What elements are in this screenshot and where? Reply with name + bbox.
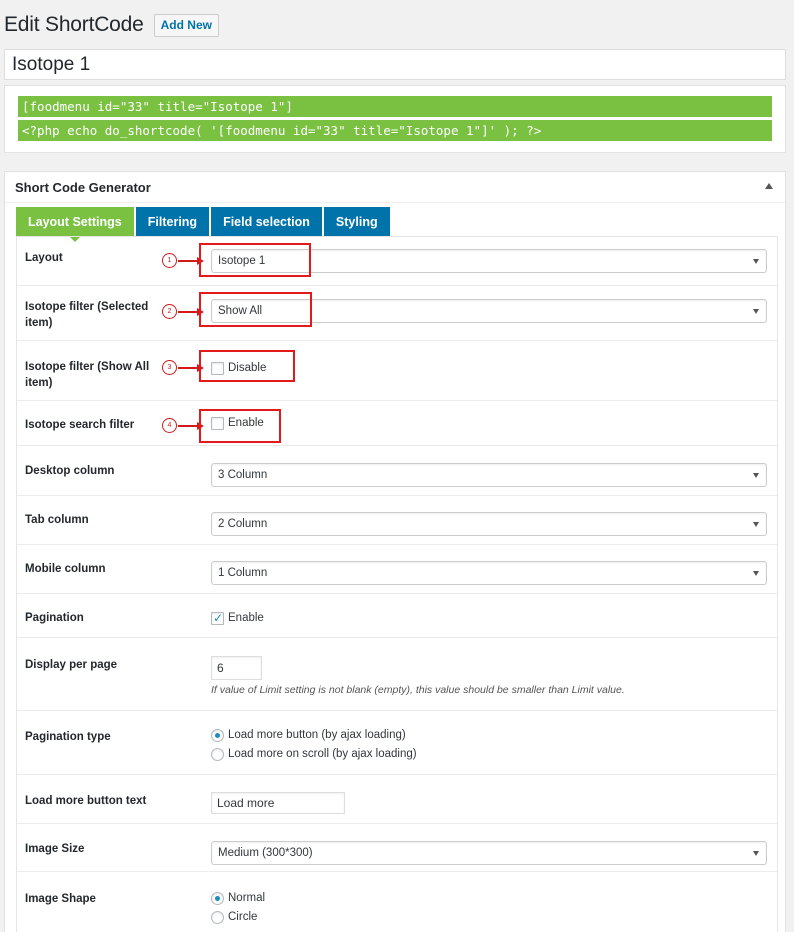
tab-column-select[interactable] — [211, 512, 767, 536]
shortcode-generator-panel — [4, 171, 786, 932]
disable-checkbox-label: Disable — [228, 362, 267, 374]
row-pagination — [17, 594, 777, 638]
tab-filtering[interactable]: Filtering — [136, 207, 209, 236]
image-shape-label: Image Shape — [25, 893, 96, 905]
post-title-input[interactable]: Isotope 1 — [4, 49, 786, 80]
desktop-column-select[interactable] — [211, 463, 767, 487]
add-new-button[interactable]: Add New — [154, 14, 219, 37]
isotope-filter-selected-label: Isotope filter (Selected item) — [25, 301, 149, 329]
pagination-type-label: Pagination type — [25, 731, 111, 743]
mobile-column-select[interactable] — [211, 561, 767, 585]
arrow-head-icon — [197, 422, 204, 430]
pagination-label: Pagination — [25, 612, 84, 624]
arrow-head-icon — [197, 364, 204, 372]
circle-shape-radio[interactable] — [211, 911, 224, 924]
mobile-column-value: 1 Column — [218, 567, 268, 579]
annotation-arrow-3 — [178, 367, 198, 369]
tab-field-selection[interactable]: Field selection — [211, 207, 322, 236]
image-size-select[interactable] — [211, 841, 767, 865]
row-isotope-search-filter — [17, 401, 777, 446]
layout-select[interactable] — [211, 249, 767, 273]
collapse-arrow-icon[interactable] — [765, 183, 773, 189]
isotope-filter-select-value: Show All — [218, 305, 263, 317]
chevron-down-icon — [753, 259, 759, 264]
display-per-page-label: Display per page — [25, 659, 118, 671]
shortcode-box — [4, 85, 786, 153]
load-more-text-label: Load more button text — [25, 795, 147, 807]
row-desktop-column — [17, 446, 777, 496]
desktop-column-label: Desktop column — [25, 465, 115, 477]
annotation-marker-2: 2 — [162, 304, 177, 319]
chevron-down-icon — [753, 571, 759, 576]
circle-shape-radio-label: Circle — [228, 911, 258, 923]
normal-shape-radio[interactable] — [211, 892, 224, 905]
display-per-page-input[interactable]: 6 — [211, 656, 262, 680]
isotope-filter-select[interactable] — [211, 299, 767, 323]
disable-checkbox[interactable] — [211, 362, 224, 375]
chevron-down-icon — [753, 309, 759, 314]
arrow-head-icon — [197, 308, 204, 316]
load-more-scroll-radio[interactable] — [211, 748, 224, 761]
load-more-button-radio-label: Load more button (by ajax loading) — [228, 729, 406, 741]
image-size-value: Medium (300*300) — [218, 847, 313, 859]
load-more-button-radio[interactable] — [211, 729, 224, 742]
checkmark-icon: ✓ — [213, 611, 224, 625]
load-more-text-input[interactable]: Load more — [211, 792, 345, 814]
panel-title: Short Code Generator — [15, 179, 151, 195]
row-isotope-filter-show-all — [17, 341, 777, 401]
mobile-column-label: Mobile column — [25, 563, 106, 575]
chevron-down-icon — [753, 522, 759, 527]
annotation-arrow-2 — [178, 311, 198, 313]
chevron-down-icon — [753, 473, 759, 478]
row-mobile-column — [17, 545, 777, 594]
annotation-arrow-4 — [178, 425, 198, 427]
row-isotope-filter-selected — [17, 286, 777, 341]
pagination-checkbox-label: Enable — [228, 612, 264, 624]
settings-form — [16, 236, 778, 932]
isotope-filter-show-all-label: Isotope filter (Show All item) — [25, 361, 150, 389]
arrow-head-icon — [197, 257, 204, 265]
tab-bar — [16, 207, 392, 236]
enable-search-label: Enable — [228, 417, 264, 429]
shortcode-line[interactable]: [foodmenu id="33" title="Isotope 1"] — [18, 96, 772, 117]
row-display-per-page — [17, 638, 777, 711]
row-image-shape — [17, 872, 777, 932]
php-shortcode-line[interactable]: <?php echo do_shortcode( '[foodmenu id="33" title="Isotope 1"]' ); ?> — [18, 120, 772, 141]
row-pagination-type — [17, 711, 777, 775]
chevron-down-icon — [753, 851, 759, 856]
pagination-checkbox[interactable] — [211, 612, 224, 625]
page-title: Edit ShortCode — [4, 13, 144, 36]
row-image-size — [17, 824, 777, 872]
image-size-label: Image Size — [25, 843, 85, 855]
panel-header[interactable] — [5, 172, 785, 203]
tab-column-value: 2 Column — [218, 518, 268, 530]
annotation-arrow-1 — [178, 260, 198, 262]
desktop-column-value: 3 Column — [218, 469, 268, 481]
enable-search-checkbox[interactable] — [211, 417, 224, 430]
layout-label: Layout — [25, 252, 63, 264]
row-tab-column — [17, 496, 777, 545]
row-layout — [17, 237, 777, 286]
tab-layout-settings[interactable]: Layout Settings — [16, 207, 134, 236]
layout-select-value: Isotope 1 — [218, 255, 266, 267]
annotation-marker-3: 3 — [162, 360, 177, 375]
row-load-more-text — [17, 775, 777, 824]
isotope-search-label: Isotope search filter — [25, 419, 135, 431]
annotation-marker-1: 1 — [162, 253, 177, 268]
page-header — [4, 12, 219, 38]
annotation-marker-4: 4 — [162, 418, 177, 433]
display-per-page-hint: If value of Limit setting is not blank (empty), this value should be smaller than Limit value. — [211, 684, 625, 696]
load-more-scroll-radio-label: Load more on scroll (by ajax loading) — [228, 748, 417, 760]
normal-shape-radio-label: Normal — [228, 892, 266, 904]
tab-column-label: Tab column — [25, 514, 89, 526]
tab-styling[interactable]: Styling — [324, 207, 390, 236]
